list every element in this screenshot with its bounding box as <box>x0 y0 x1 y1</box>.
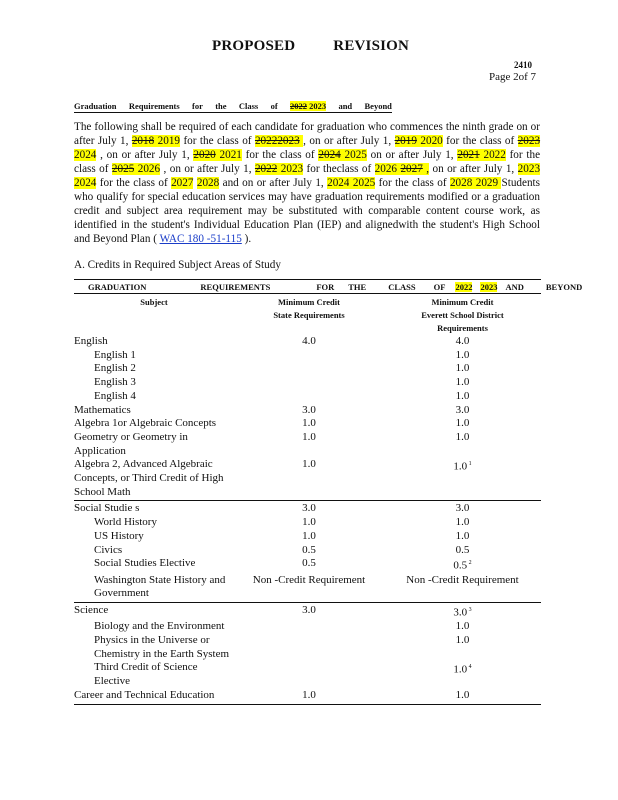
district-column-header: Minimum Credit Everett School District Requirements <box>421 297 504 333</box>
district-credit-cell: 3.0 <box>455 403 470 416</box>
heading-year-old: 2022 <box>290 101 307 111</box>
district-credit-cell: 1.0 $^1$ <box>453 460 472 473</box>
subject-cell: English 1 <box>94 348 136 361</box>
table-header-cell: OF <box>433 281 446 292</box>
district-credit-cell: 1.0 <box>455 362 470 375</box>
table-row <box>74 502 541 516</box>
paragraph-segment <box>341 149 345 161</box>
subject-cell: Physics in the Universe or Chemistry in the Earth System <box>94 634 230 660</box>
state-credit-cell: 1.0 <box>302 417 316 430</box>
heading-year-new: 2023 <box>309 101 327 111</box>
paragraph-segment <box>216 149 220 161</box>
paragraph-segment: for theclass of <box>303 163 375 175</box>
table-group <box>74 501 541 603</box>
heading-word: Class <box>238 101 259 111</box>
subject-cell: Algebra 2, Advanced Algebraic Concepts, or Third Credit of High School Math <box>74 458 224 498</box>
state-credit-cell: 1.0 <box>302 688 316 701</box>
table-body <box>74 335 541 705</box>
table-row <box>74 404 541 418</box>
table-row <box>74 458 541 499</box>
district-credit-cell: 1.0 <box>455 529 470 542</box>
district-credit-cell: 1.0 $^4$ <box>453 664 472 677</box>
policy-number: 2410 <box>514 60 532 70</box>
state-credit-cell <box>234 376 384 390</box>
paragraph-segment: 2025 <box>111 163 135 175</box>
state-credit-cell: 3.0 <box>302 604 316 617</box>
page-number: Page 2of 7 <box>488 71 536 83</box>
paragraph-segment: 2020 <box>420 135 443 147</box>
state-credit-cell: 0.5 <box>302 557 316 570</box>
state-credit-cell: 0.5 <box>302 543 316 556</box>
table-group <box>74 603 541 705</box>
table-row <box>74 574 541 601</box>
table-header-year: 2023 <box>480 281 498 292</box>
district-credit-cell: 4.0 <box>455 335 470 347</box>
district-credit-cell: 1.0 <box>455 516 470 529</box>
paragraph-segment: , on or after July 1, <box>303 135 395 147</box>
paragraph-segment: 2027 <box>171 177 194 189</box>
state-credit-cell <box>234 620 384 634</box>
district-credit-cell: 1.0 <box>455 688 470 701</box>
subject-cell: Mathematics <box>74 403 131 416</box>
state-credit-cell <box>234 362 384 376</box>
table-header-cell: CLASS <box>388 281 416 292</box>
state-credit-cell: 4.0 <box>302 335 316 347</box>
paragraph-segment: on or after July 1, <box>429 163 518 175</box>
section-heading <box>74 101 392 113</box>
paragraph-segment: Students who qualify for special education services may have graduation requirements modified or a graduation credit and subject area requirement may be substituted with comparable content course work, as identified in the student's Individual Education Plan (IEP) and alignedwith the student's High School and Beyond Plan ( <box>74 177 541 245</box>
paragraph-segment: 2019 <box>394 135 417 147</box>
state-credit-cell <box>234 349 384 363</box>
district-credit-cell: Non -Credit Requirement <box>406 573 519 586</box>
footnote-marker: 4 <box>467 664 472 671</box>
table-row <box>74 349 541 363</box>
table-row <box>74 557 541 573</box>
paragraph-segment: ). <box>241 233 252 245</box>
table-row <box>74 516 541 530</box>
paragraph-segment: 2026 <box>137 163 161 175</box>
table-header-cell: REQUIREMENTS <box>200 281 271 292</box>
paragraph-segment: 2029 <box>475 177 499 189</box>
paragraph-segment: for the class of <box>442 135 518 147</box>
paragraph-segment: 2021 <box>457 149 480 161</box>
subject-cell: Third Credit of Science Elective <box>94 661 198 688</box>
subject-cell: English 4 <box>94 389 136 402</box>
district-credit-cell: 1.0 <box>455 348 470 361</box>
subject-cell: English <box>74 335 108 347</box>
table-row <box>74 604 541 620</box>
table-row <box>74 620 541 634</box>
paragraph-segment: 2020 <box>193 149 216 161</box>
paragraph-segment: 2023 <box>280 163 304 175</box>
paragraph-segment: 2024 <box>318 149 341 161</box>
subject-cell: English 3 <box>94 376 136 389</box>
requirements-paragraph <box>74 120 540 246</box>
subject-cell: Social Studies Elective <box>94 557 196 570</box>
paragraph-segment: 2026 <box>374 163 397 175</box>
district-credit-cell: 0.5 $^2$ <box>453 559 472 572</box>
heading-word: Beyond <box>364 101 392 111</box>
paragraph-segment: for the class of <box>241 149 319 161</box>
district-credit-cell: 3.0 <box>455 502 470 515</box>
table-row <box>74 544 541 558</box>
table-row <box>74 390 541 404</box>
subject-cell: Biology and the Environment <box>94 620 225 633</box>
table-header-cell: GRADUATION <box>88 281 147 292</box>
footnote-marker: 1 <box>467 461 472 468</box>
heading-word: the <box>215 101 227 111</box>
table-row <box>74 634 541 661</box>
subject-cell: Civics <box>94 543 123 556</box>
footnote-marker: 3 <box>467 607 472 614</box>
heading-word: of <box>270 101 278 111</box>
paragraph-segment: 2028 <box>196 177 220 189</box>
paragraph-segment: for the class of <box>375 177 450 189</box>
paragraph-segment: on or after July 1, <box>366 149 458 161</box>
table-row <box>74 431 541 458</box>
paragraph-segment: , on or after July 1, <box>96 149 194 161</box>
subject-cell: Algebra 1or Algebraic Concepts <box>74 417 217 430</box>
title-word-1: PROPOSED <box>212 38 296 54</box>
table-row <box>74 335 541 349</box>
table-header-cell: AND <box>505 281 524 292</box>
section-a-heading: A. Credits in Required Subject Areas of Study <box>74 259 281 271</box>
subject-cell: World History <box>94 516 157 529</box>
paragraph-segment: for the class of <box>96 177 172 189</box>
footnote-marker: 2 <box>467 560 472 567</box>
paragraph-segment: 2022 <box>254 163 278 175</box>
state-credit-cell: 1.0 <box>302 516 316 529</box>
state-column-header: Minimum Credit State Requirements <box>273 297 345 320</box>
title-word-2: REVISION <box>333 38 410 54</box>
paragraph-segment: 2024 <box>74 149 97 161</box>
credits-table <box>74 279 583 705</box>
heading-word: Requirements <box>128 101 180 111</box>
paragraph-segment: 2022 <box>483 149 506 161</box>
subject-cell: English 2 <box>94 362 136 375</box>
paragraph-segment: 2024 <box>327 177 350 189</box>
paragraph-segment: 2023 <box>517 163 541 175</box>
subject-cell: US History <box>94 529 144 542</box>
state-credit-cell <box>234 390 384 404</box>
subject-column-header: Subject <box>140 297 168 307</box>
table-row <box>74 376 541 390</box>
paragraph-segment: 2024 <box>74 177 97 189</box>
district-credit-cell: 1.0 <box>455 417 470 430</box>
paragraph-segment: 20222023 <box>254 135 300 147</box>
state-credit-cell: Non -Credit Requirement <box>252 573 366 586</box>
paragraph-segment: 2019 <box>157 135 181 147</box>
state-credit-cell: 1.0 <box>302 529 316 542</box>
state-credit-cell: 1.0 <box>302 458 316 471</box>
paragraph-segment: The following shall be required of each candidate for graduation who commences the ninth grade on or after July 1, <box>74 121 540 147</box>
state-credit-cell: 3.0 <box>302 403 316 416</box>
district-credit-cell: 3.0 $^3$ <box>453 606 472 619</box>
district-credit-cell: 1.0 <box>455 634 470 647</box>
table-row <box>74 530 541 544</box>
paragraph-segment: for the class of <box>74 149 541 175</box>
table-group <box>74 335 541 501</box>
subject-cell: Geometry or Geometry in Application <box>74 430 188 457</box>
heading-word: Graduation <box>74 101 117 111</box>
table-row <box>74 689 541 703</box>
subject-cell: Career and Technical Education <box>74 688 215 701</box>
paragraph-segment: 2027 <box>400 163 423 175</box>
table-header-year: 2022 <box>455 281 473 292</box>
state-credit-cell: 3.0 <box>302 502 316 515</box>
heading-word: and <box>338 101 353 111</box>
district-credit-cell: 1.0 <box>455 376 470 389</box>
district-credit-cell: 1.0 <box>455 430 470 443</box>
paragraph-segment: , <box>422 163 430 175</box>
paragraph-segment: 2023 <box>517 135 541 147</box>
paragraph-segment: 2025 <box>344 149 367 161</box>
page-title <box>212 38 409 55</box>
table-header-cell: FOR <box>316 281 335 292</box>
table-row <box>74 661 541 688</box>
table-row <box>74 417 541 431</box>
heading-word: for <box>192 101 203 111</box>
district-credit-cell: 0.5 <box>455 543 470 556</box>
paragraph-segment: 2025 <box>352 177 376 189</box>
paragraph-segment: , on or after July 1, <box>160 163 255 175</box>
table-header-cell: BEYOND <box>545 281 583 292</box>
district-credit-cell: 1.0 <box>455 620 470 633</box>
state-credit-cell <box>234 634 384 661</box>
paragraph-segment: 2028 <box>449 177 473 189</box>
paragraph-segment: and on or after July 1, <box>219 177 328 189</box>
subject-cell: Social Studie s <box>74 502 140 515</box>
subject-cell: Science <box>74 604 109 617</box>
table-row <box>74 362 541 376</box>
paragraph-segment: 2021 <box>219 149 242 161</box>
paragraph-segment: 2018 <box>131 135 155 147</box>
subject-cell: Washington State History and Government <box>94 573 226 600</box>
district-credit-cell: 1.0 <box>455 389 470 402</box>
state-credit-cell: 1.0 <box>302 430 316 443</box>
paragraph-segment: for the class of <box>180 135 255 147</box>
state-credit-cell <box>234 661 384 688</box>
subheader-row <box>74 294 541 335</box>
table-header-row <box>74 279 583 294</box>
wac-link[interactable]: WAC 180 -51-115 <box>159 233 242 245</box>
table-header-cell: THE <box>348 281 367 292</box>
